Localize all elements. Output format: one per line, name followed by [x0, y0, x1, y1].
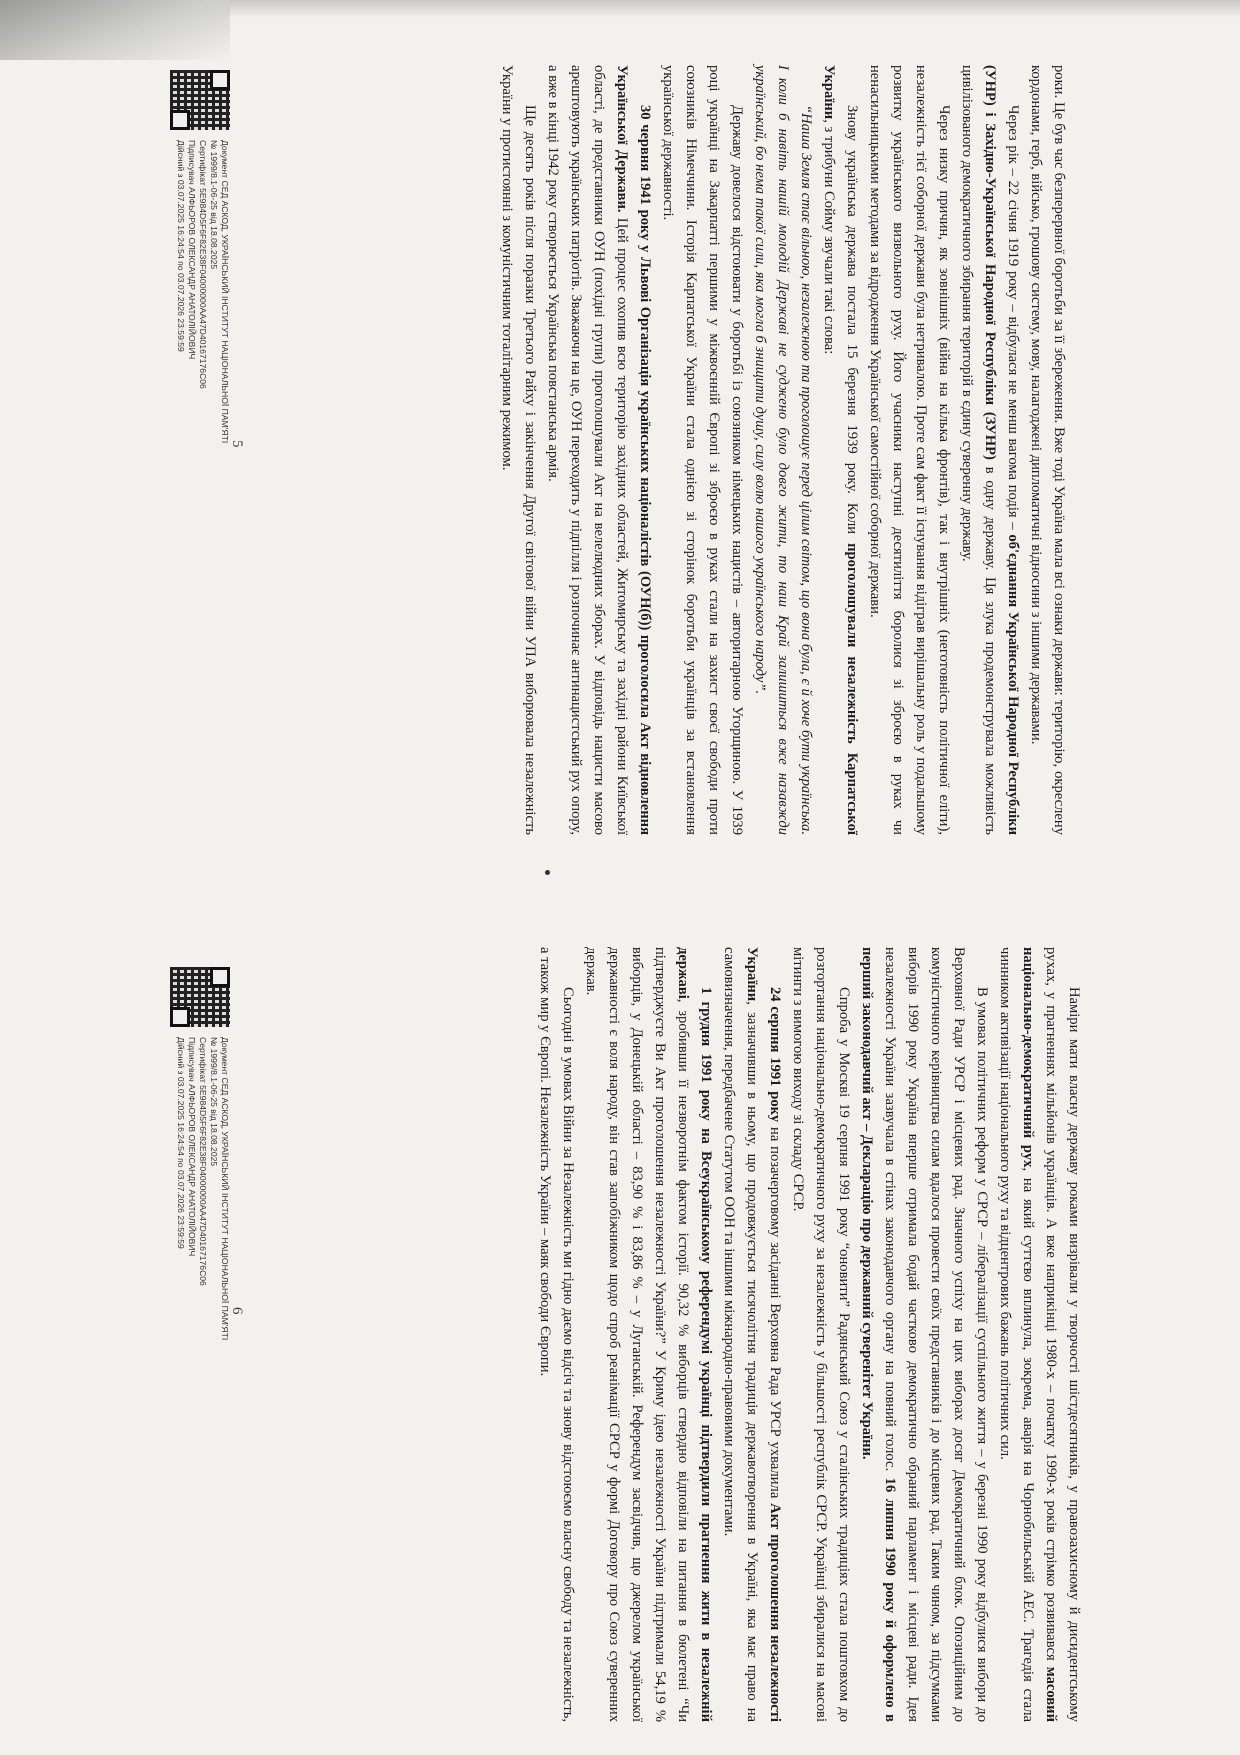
- text-run: Спроба у Москві 19 серпня 1991 року “оновити” Радянський Союз у сталінських традиціях стала поштовхом до розгортання національно-демократичного руху за незалежність у більшості республік СРСР. Українці збиралися на масові мітинги з вимогою виходу зі складу СРСР.: [790, 947, 852, 1722]
- text-run: Цей процес охопив всю територію західних областей, Житомирську та західні райони Київської області, де представники ОУН (похідні групи) проголошували Акт на велелюдних зборах. У відповідь нацисти масово арештовують українських патріотів. Зважаючи на це, ОУН переходить у підпілля і розпочинає антинацистський рух опору, а вже в кінці 1942 року створюється Українська повстанська армія.: [545, 65, 630, 835]
- page-6: [0, 877, 1240, 1754]
- paragraph: [786, 947, 855, 1722]
- bold-text: Акт проголошення незалежності України: [744, 947, 783, 1722]
- certificate-info: [175, 1037, 230, 1340]
- bold-text: масовий національно-демократичний рух: [1020, 947, 1059, 1722]
- cert-line: № 1999/8.1-06-25 від 18.08.2025: [209, 140, 219, 270]
- paragraph: [1024, 65, 1070, 835]
- cert-line: Документ СЕД АСКОД, УКРАЇНСЬКИЙ ІНСТИТУТ НАЦІОНАЛЬНОЇ ПАМ'ЯТІ: [220, 1037, 230, 1341]
- paragraph: [541, 65, 656, 835]
- paragraph: [533, 947, 579, 1722]
- paragraph: [579, 947, 717, 1722]
- qr-code: [170, 70, 230, 130]
- page-number: 6: [229, 1307, 245, 1315]
- text-run: в одну державу. Ця злука продемонструвала можливість цивілізованого демократичного збирання територій в єдину суверенну державу.: [959, 65, 998, 835]
- text-run: , з трибуни Сойму звучали такі слова:: [821, 119, 837, 355]
- signature-stamp: [170, 70, 230, 443]
- text-run: , зробивши її незворотнім фактом історії. 90,32 % виборців ствердно відповіли на питання в бюлетені “Чи підтверджуєте Ви Акт проголошення незалежності України?” У Криму ідею незалежності України підтримали 54,19 % виборців, у Донецькій області – 83,90 % і 83,86 % – у Луганській. Референдум засвідчив, що джерелом української державності є воля народу, він став запобіжником щодо спроб реанімації СРСР у формі Договору про Союз суверенних держав.: [583, 947, 691, 1722]
- scan-corner-shadow: [0, 0, 230, 60]
- text-run: “Наша Земля стає вільною, незалежною та проголошує перед цілим світом, що вона була, є й хоче бути українська. І коли б навіть нашій молодій Державі не суджено було довго жити, то наш Край залишиться вже назавжди український, бо нема такої сили, яка могла б знищити душу, силу волю нашого українського народу”.: [752, 65, 814, 835]
- text-run: , зазначивши в ньому, що продовжується тисячолітня традиція державотворення в Україні, яка має право на самовизначення, передбачене Статутом ООН та іншими міжнародно-правовими документами.: [721, 947, 760, 1722]
- cert-line: Підписувач АЛФЬОРОВ ОЛЕКСАНДР АНАТОЛІЙОВИЧ: [187, 140, 197, 360]
- bold-text: об'єднання Української Народної Республіки (УНР) і Західно-Української Народної Республіки (ЗУНР): [982, 65, 1021, 836]
- cert-line: Документ СЕД АСКОД, УКРАЇНСЬКИЙ ІНСТИТУТ НАЦІОНАЛЬНОЇ ПАМ'ЯТІ: [220, 140, 230, 444]
- paragraph: [855, 947, 993, 1722]
- text-run: Ще десять років після поразки Третього Райху і закінчення Другої світової війни УПА виборювала незалежність України у протистоянні з комуністичним тоталітарним режимом.: [499, 65, 538, 835]
- paragraph: [656, 65, 748, 835]
- cert-line: Підписувач АЛФЬОРОВ ОЛЕКСАНДР АНАТОЛІЙОВИЧ: [187, 1037, 197, 1257]
- scan-speck: [545, 870, 550, 875]
- text-run: В умовах політичних реформ у СРСР – лібералізації суспільного життя – у березні 1990 року відбулися вибори до Верховної Ради УРСР і місцевих рад. Значного успіху на цих виборах досяг Демократичний блок. Опозиційним до комуністичного керівництва силам вдалося провести своїх представників і до місцевих рад. Таким чином, за підсумками виборів 1990 року Україна вперше отримала бодай частково демократично обраний парламент і місцеві ради. Ідея незалежності України зазвучала в стінах законодавчого органу на повний голос.: [882, 947, 990, 1722]
- signature-stamp: [170, 967, 230, 1340]
- paragraph: [748, 65, 817, 835]
- qr-code: [170, 967, 230, 1027]
- cert-line: Дійсний з 03.07.2025 16:24:54 по 03.07.2026 23:59:59: [176, 140, 186, 352]
- bold-text: 1 грудня 1991 року на Всеукраїнському референдумі українці підтвердили прагнення жити в незалежній державі: [675, 947, 714, 1722]
- cert-line: № 1999/8.1-06-25 від 18.08.2025: [209, 1037, 219, 1167]
- paragraph: [955, 65, 1024, 835]
- text-run: Наміри мати власну державу роками визрівали у творчості шістдесятників, у правозахисному й дисидентському рухах, у прагненнях мільйонів українців. А вже наприкінці 1980-х – початку 1990-х років стрімко розвивався: [1043, 947, 1082, 1722]
- paragraph: [495, 65, 541, 835]
- bold-text: 30 червня 1941 року у Львові Організація українських націоналістів (ОУН(б)) проголосила Акт відновлення Української Держави.: [614, 65, 653, 835]
- bold-text: проголошували незалежність Карпатської України: [821, 65, 860, 835]
- text-run: Державу довелося відстоювати у боротьбі із союзником німецьких нацистів – авторитарною Угорщиною. У 1939 році українці на Закарпатті першими у міжвоєнній Європі зі зброєю в руках стали на захист своєї свободи проти союзників Німеччини. Історія Карпатської України стала однією зі сторінок боротьби українців за встановлення української державності.: [660, 65, 745, 835]
- bold-text: 24 серпня 1991 року: [767, 987, 783, 1123]
- text-run: на позачерговому засіданні Верховна Рада УРСР ухвалила: [767, 1122, 783, 1504]
- paragraph: [817, 65, 863, 835]
- text-run: Знову українська держава постала 15 березня 1939 року. Коли: [844, 105, 860, 544]
- text-run: Через низку причин, як зовнішніх (війна на кілька фронтів), так і внутрішніх (неготовність політичної еліти), незалежність тієї соборної держави була нетривалою. Проте сам факт її існування відіграв вирішальну роль у подальшому розвитку українського визвольного руху. Його учасники наступні десятиліття боролися зі зброєю в руках чи ненасильницькими методами за відродження Української самостійної соборної держави.: [867, 65, 952, 835]
- certificate-info: [175, 140, 230, 443]
- paragraph: [717, 947, 786, 1722]
- cert-line: Дійсний з 03.07.2025 16:24:54 по 03.07.2026 23:59:59: [176, 1037, 186, 1249]
- page-5: [0, 0, 1240, 877]
- text-run: , на який суттєво вплинула, зокрема, аварія на Чорнобильській АЕС. Трагедія стала чинником активізації національного руху та відцентрових бажань політичних сил.: [997, 947, 1036, 1722]
- paragraph: [863, 65, 955, 835]
- page-number: 5: [229, 440, 245, 448]
- text-run: Через рік – 22 січня 1919 року – відбулася не менш вагома подія –: [1005, 105, 1021, 535]
- text-run: роки. Це був час безперервної боротьби за її збереження. Вже тоді Україна мала всі ознаки держави: територію, окреслену кордонами, герб, військо, грошову систему, мову, налагоджені дипломатичні відносини з іншими державами.: [1028, 65, 1067, 835]
- paragraph: [993, 947, 1085, 1722]
- text-run: Сьогодні в умовах Війни за Незалежність ми гідно даємо відсіч та знову відстоюємо власну свободу та незалежність, а також мир у Європі. Незалежність України – маяк свободи Європи.: [537, 947, 576, 1722]
- cert-line: Сертифікат 5E984D5F6F82E38F04000000AA47D40167176C06: [198, 1037, 208, 1286]
- cert-line: Сертифікат 5E984D5F6F82E38F04000000AA47D40167176C06: [198, 140, 208, 389]
- bold-text: 16 липня 1990 року й оформлено в перший законодавчий акт – Декларацію про державний суверенітет України.: [859, 947, 898, 1722]
